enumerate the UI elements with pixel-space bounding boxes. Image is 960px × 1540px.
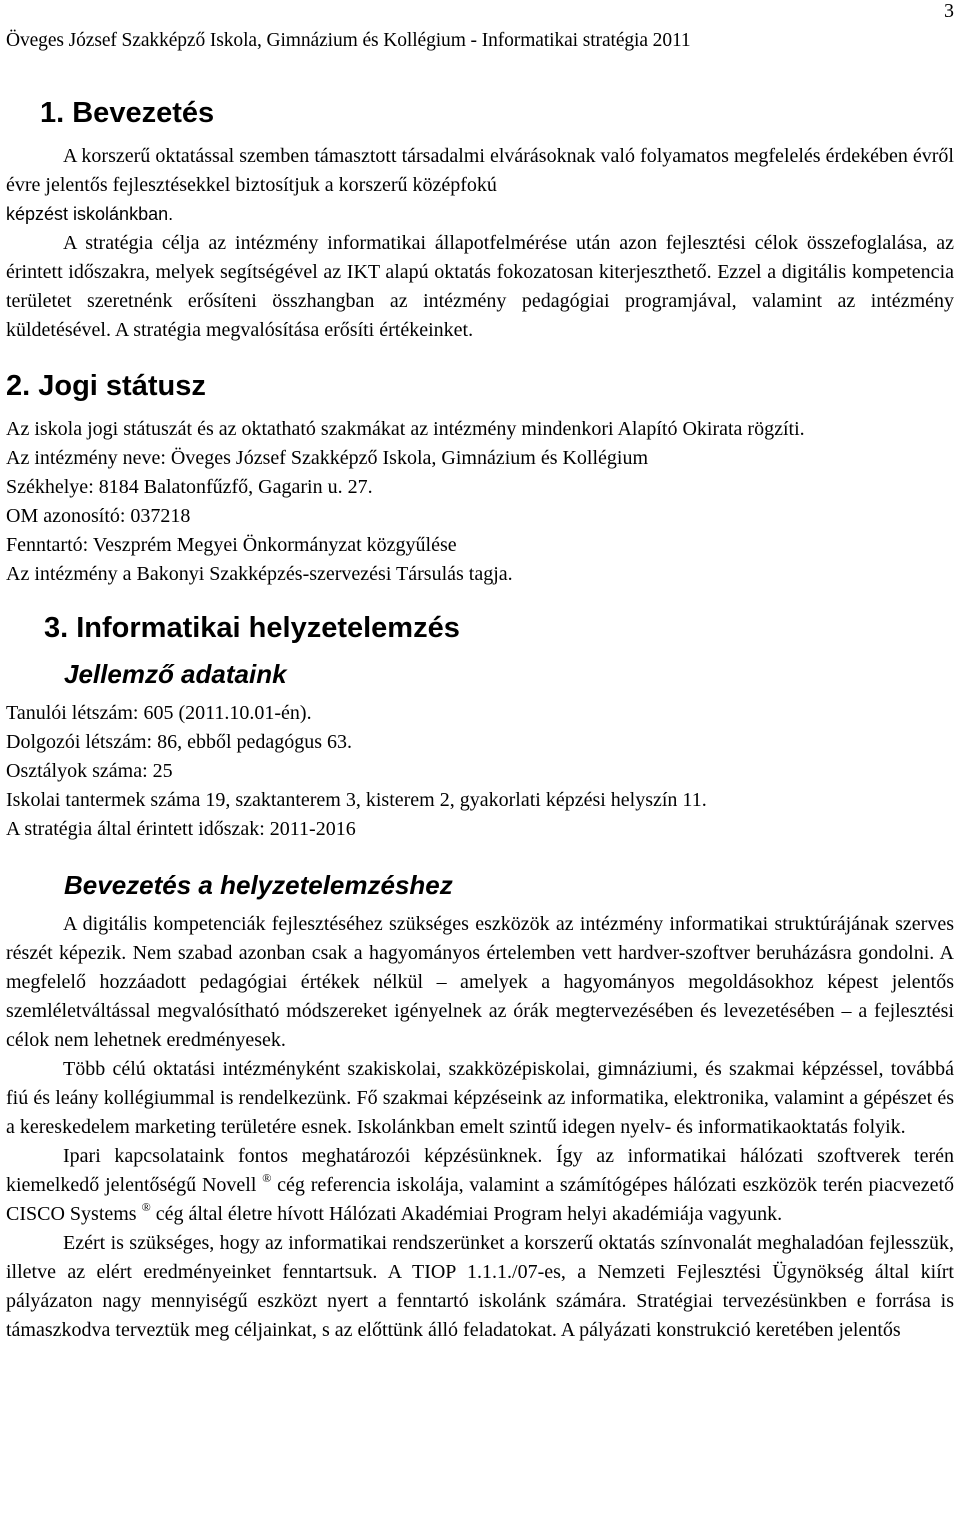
analysis-paragraph-3 xyxy=(6,1142,954,1229)
staff-count-line: Dolgozói létszám: 86, ebből pedagógus 63. xyxy=(6,731,353,753)
section-1-heading: 1. Bevezetés xyxy=(40,97,215,129)
classroom-count-line: Iskolai tantermek száma 19, szaktanterem 3, kisterem 2, gyakorlati képzési helyszín 11. xyxy=(6,789,707,811)
registered-mark: ® xyxy=(262,1171,272,1185)
key-data-subheading: Jellemző adataink xyxy=(64,659,287,689)
section-2-paragraph: Az iskola jogi státuszát és az oktatható szakmákat az intézmény mindenkori Alapító Okirata rögzíti. xyxy=(6,418,805,440)
paragraph-3-part-b: cég referencia iskolája, valamint a számítógépes hálózati eszközök terén piacvezető CISCO Systems xyxy=(6,1174,955,1225)
strategy-period-line: A stratégia által érintett időszak: 2011-2016 xyxy=(6,818,356,840)
membership-line: Az intézmény a Bakonyi Szakképzés-szervezési Társulás tagja. xyxy=(6,563,513,585)
class-count-line: Osztályok száma: 25 xyxy=(6,760,173,782)
running-header: Öveges József Szakképző Iskola, Gimnázium és Kollégium - Informatikai stratégia 2011 xyxy=(6,30,691,51)
paragraph-3-part-c: cég által életre hívott Hálózati Akadémiai Program helyi akadémiája vagyunk. xyxy=(150,1203,783,1225)
section-1-paragraph-1-tail: képzést iskolánkban. xyxy=(6,204,174,224)
page-number: 3 xyxy=(944,0,954,22)
institution-name-line: Az intézmény neve: Öveges József Szakképző Iskola, Gimnázium és Kollégium xyxy=(6,447,649,469)
registered-mark: ® xyxy=(141,1200,151,1214)
document-body xyxy=(6,92,954,1345)
student-count-line: Tanulói létszám: 605 (2011.10.01-én). xyxy=(6,702,312,724)
analysis-intro-subheading: Bevezetés a helyzetelemzéshez xyxy=(64,870,453,900)
headquarters-line: Székhelye: 8184 Balatonfűzfő, Gagarin u. 27. xyxy=(6,476,373,498)
analysis-paragraph-4: Ezért is szükséges, hogy az informatikai rendszerünket a korszerű oktatás színvonalát meghaladóan fejlesszük, illetve az elért eredményeinket fenntartsuk. A TIOP 1.1.1./07-es, a Nemzeti Fejlesztési Ügynökség által kiírt pályázaton nagy mennyiségű eszközt nyert a fenntartó iskolánk számára. Stratégiai tervezésünkben e forrása is támaszkodva terveztük meg céljainkat, s az előttünk álló feladatokat. A pályázati konstrukció keretében jelentős xyxy=(6,1232,954,1341)
analysis-paragraph-2: Több célú oktatási intézményként szakiskolai, szakközépiskolai, gimnáziumi, és szakmai képzéssel, továbbá fiú és leány kollégiummal is rendelkezünk. Fő szakmai képzéseink az informatika, elektronika, valamint a gépészet és a kereskedelem marketing területére esnek. Iskolánkban emelt szintű idegen nyelv- és informatikaoktatás folyik. xyxy=(6,1058,954,1138)
om-id-line: OM azonosító: 037218 xyxy=(6,505,191,527)
analysis-paragraph-1: A digitális kompetenciák fejlesztéséhez szükséges eszközök az intézmény informatikai struktúrájának szerves részét képezik. Nem szabad azonban csak a hagyományos értelemben vett hardver-szoftver beruházásra gondolni. A megfelelő hozzáadott pedagógiai értékek nélkül – amelyek a hagyományos megoldásokhoz képest jelentős szemléletváltással megvalósítható módszereket igényelnek az órák megtervezésében és levezetésében – a fejlesztési célok nem lehetnek eredményesek. xyxy=(6,913,954,1051)
paragraph-3-part-a: Ipari kapcsolataink fontos meghatározói képzésünknek. Így az informatikai hálózati szoftverek terén kiemelkedő jelentőségű Novell xyxy=(6,1145,954,1196)
section-3-heading: 3. Informatikai helyzetelemzés xyxy=(44,612,460,644)
section-1-paragraph-2: A stratégia célja az intézmény informatikai állapotfelmérése után azon fejlesztési célok összefoglalása, az érintett időszakra, melyek segítségével az IKT alapú oktatás fokozatosan kiterjeszthető. Ezzel a digitális kompetencia területet szeretnénk erősíteni összhangban az intézmény pedagógiai programjával, valamint az intézmény küldetésével. A stratégia megvalósítása erősíti értékeinket. xyxy=(6,232,954,341)
maintainer-line: Fenntartó: Veszprém Megyei Önkormányzat közgyűlése xyxy=(6,534,457,556)
section-1-paragraph-1: A korszerű oktatással szemben támasztott társadalmi elvárásoknak való folyamatos megfelelés érdekében évről évre jelentős fejlesztésekkel biztosítjuk a korszerű középfokú xyxy=(6,145,954,196)
section-2-heading: 2. Jogi státusz xyxy=(6,370,206,402)
